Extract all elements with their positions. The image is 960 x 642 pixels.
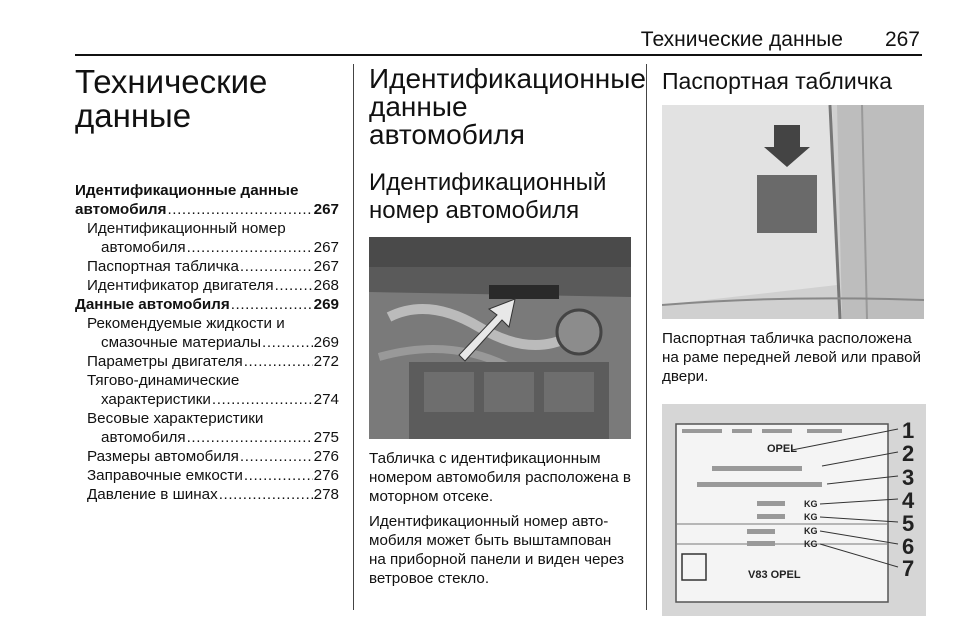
toc-entry-page: 272 — [313, 353, 339, 370]
toc-entry-page: 267 — [313, 258, 339, 275]
toc-entry-text: Весовые характеристики — [87, 410, 264, 427]
toc-leader — [275, 276, 313, 295]
column-toc — [75, 62, 339, 504]
toc-entry-page: 278 — [313, 486, 339, 503]
toc-leader — [240, 257, 313, 276]
toc-entry-page: 269 — [313, 296, 339, 313]
column-plate — [662, 62, 926, 616]
section-title: Идентификационные данные автомобиля — [369, 63, 646, 150]
toc-entry[interactable] — [75, 257, 339, 276]
plate-caption: Паспортная табличка расположена на раме передней левой или правой двери. — [662, 330, 922, 385]
toc-entry[interactable] — [75, 181, 339, 200]
toc-leader — [212, 390, 313, 409]
chapter-title: Технические данные — [75, 63, 268, 134]
toc-entry[interactable] — [75, 485, 339, 504]
toc-entry-text: Заправочные емкости — [87, 467, 243, 484]
vin-paragraph: Идентификационный номер авто-мобиля может быть выштампован на приборной панели и виден через ветровое стекло. — [369, 513, 624, 587]
page-number: 267 — [884, 28, 920, 51]
toc-entry-page: 269 — [313, 334, 339, 351]
toc-entry-text: автомобиля — [101, 239, 186, 256]
toc-entry[interactable] — [75, 409, 339, 428]
toc-entry-text: смазочные материалы — [101, 334, 262, 351]
plate-unit: KG — [804, 512, 818, 522]
toc-entry-text: Давление в шинах — [87, 486, 218, 503]
toc-entry-text: Паспортная табличка — [87, 258, 239, 275]
toc-entry-text: Размеры автомобиля — [87, 448, 239, 465]
toc-entry[interactable] — [75, 333, 339, 352]
toc-leader — [244, 352, 313, 371]
column-divider — [353, 64, 354, 610]
toc-leader — [219, 485, 313, 504]
header-title: Технические данные — [640, 28, 843, 51]
callout-number: 2 — [902, 441, 915, 466]
callout-number: 4 — [902, 488, 915, 513]
plate-brand-top: OPEL — [767, 443, 797, 455]
id-plate-diagram — [662, 404, 926, 616]
toc-entry[interactable] — [75, 428, 339, 447]
toc-entry[interactable] — [75, 466, 339, 485]
toc-entry[interactable] — [75, 295, 339, 314]
toc-entry[interactable] — [75, 447, 339, 466]
callout-number: 3 — [902, 465, 915, 490]
callout-number: 5 — [902, 511, 915, 536]
toc-entry-page: 275 — [313, 429, 339, 446]
toc-entry-page: 274 — [313, 391, 339, 408]
table-of-contents — [75, 181, 339, 504]
toc-entry-text: Данные автомобиля — [75, 296, 230, 313]
toc-entry-page: 276 — [313, 448, 339, 465]
toc-entry[interactable] — [75, 238, 339, 257]
callout-number: 7 — [902, 556, 915, 581]
callout-number: 6 — [902, 534, 915, 559]
toc-entry-text: Параметры двигателя — [87, 353, 243, 370]
toc-leader — [262, 333, 313, 352]
header-rule — [75, 54, 922, 56]
plate-unit: KG — [804, 499, 818, 509]
toc-entry-text: автомобиля — [101, 429, 186, 446]
toc-entry[interactable] — [75, 352, 339, 371]
toc-leader — [187, 238, 313, 257]
toc-entry-text: Идентификатор двигателя — [87, 277, 274, 294]
toc-entry[interactable] — [75, 219, 339, 238]
toc-leader — [244, 466, 313, 485]
column-divider — [646, 64, 647, 610]
toc-entry-text: Тягово-динамические — [87, 372, 240, 389]
section-title: Паспортная табличка — [662, 68, 893, 94]
toc-entry-page: 267 — [313, 201, 339, 218]
engine-bay-photo — [369, 237, 631, 439]
plate-unit: KG — [804, 526, 818, 536]
toc-leader — [187, 428, 313, 447]
toc-entry-text: Идентификационные данные — [75, 182, 299, 199]
door-frame-photo — [662, 105, 924, 319]
toc-entry-page: 267 — [313, 239, 339, 256]
plate-unit: KG — [804, 539, 818, 549]
column-vin — [369, 62, 646, 588]
toc-entry-text: Рекомендуемые жидкости и — [87, 315, 285, 332]
callout-number: 1 — [902, 418, 915, 443]
toc-leader — [240, 447, 313, 466]
toc-entry-text: автомобиля — [75, 201, 167, 218]
toc-leader — [231, 295, 313, 314]
subsection-title: Идентификационный номер автомобиля — [369, 169, 607, 224]
toc-entry[interactable] — [75, 371, 339, 390]
toc-entry[interactable] — [75, 200, 339, 219]
toc-leader — [167, 200, 312, 219]
plate-brand-bottom: V83 OPEL — [748, 569, 801, 581]
page-header — [641, 25, 920, 55]
toc-entry[interactable] — [75, 276, 339, 295]
toc-entry[interactable] — [75, 390, 339, 409]
toc-entry[interactable] — [75, 314, 339, 333]
toc-entry-page: 276 — [313, 467, 339, 484]
toc-entry-page: 268 — [313, 277, 339, 294]
toc-entry-text: характеристики — [101, 391, 211, 408]
vin-plate-caption: Табличка с идентификационным номером автомобиля расположена в моторном отсеке. — [369, 450, 631, 505]
toc-entry-text: Идентификационный номер — [87, 220, 286, 237]
